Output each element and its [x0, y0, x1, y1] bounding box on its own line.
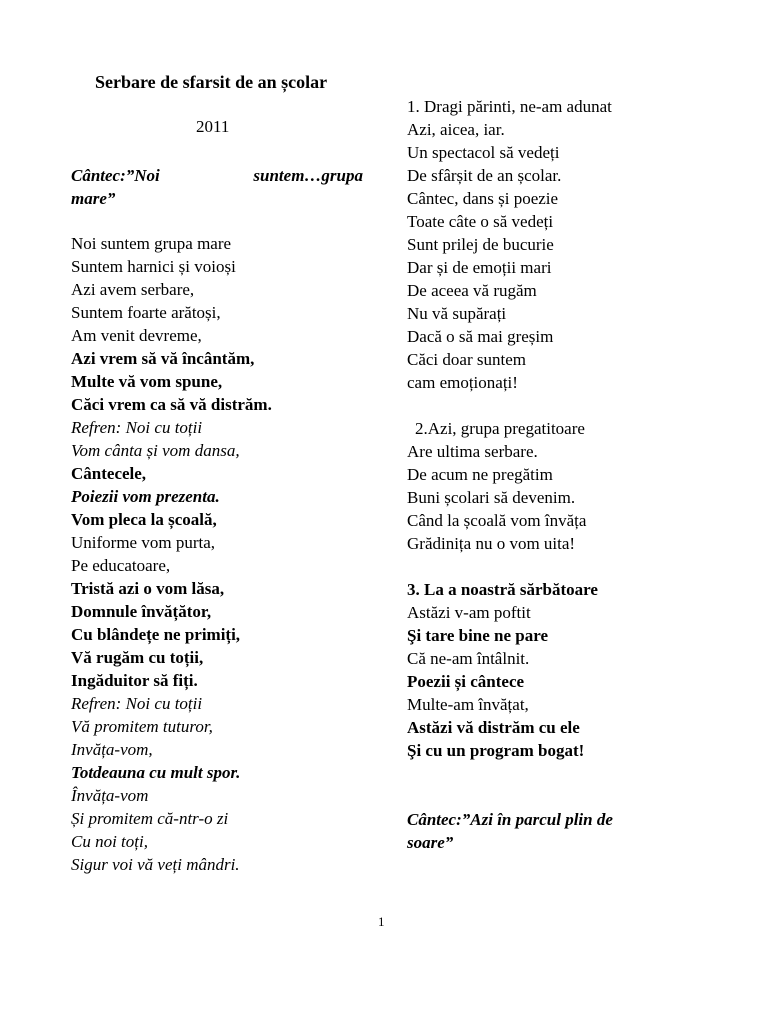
- verse-line: Buni școlari să devenim.: [407, 488, 576, 507]
- verse-line: Azi, aicea, iar.: [407, 120, 505, 139]
- verse-line: Vă promitem tuturor,: [71, 717, 213, 736]
- verse-line: Refren: Noi cu toții: [71, 694, 203, 713]
- verse-line: Și promitem că-ntr-o zi: [71, 809, 229, 828]
- verse-line: Multe-am învățat,: [407, 695, 529, 714]
- document-year: 2011: [196, 117, 230, 136]
- blank-line: [407, 762, 613, 785]
- verse-line: Astăzi v-am poftit: [407, 603, 531, 622]
- page-number: 1: [378, 914, 385, 929]
- verse-line: Azi vrem să vă încântăm,: [71, 349, 255, 368]
- verse-line: Că ne-am întâlnit.: [407, 649, 530, 668]
- verse-line: Grădinița nu o vom uita!: [407, 534, 576, 553]
- verse-line: Multe vă vom spune,: [71, 372, 223, 391]
- verse-line: Un spectacol să vedeți: [407, 143, 560, 162]
- blank-line: [407, 785, 613, 808]
- verse-line: Toate câte o să vedeți: [407, 212, 554, 231]
- verse-line: 1. Dragi părinti, ne-am adunat: [407, 97, 612, 116]
- verse-line: Invăța-vom,: [71, 740, 153, 759]
- verse-line: Dacă o să mai greșim: [407, 327, 554, 346]
- verse-line: Refren: Noi cu toții: [71, 418, 203, 437]
- verse-line: Nu vă supărați: [407, 304, 507, 323]
- verse-line: Noi suntem grupa mare: [71, 234, 232, 253]
- verse-line: Sunt prilej de bucurie: [407, 235, 554, 254]
- blank-line: [407, 555, 613, 578]
- verse-line: cam emoționați!: [407, 373, 518, 392]
- verse-line: Dar și de emoții mari: [407, 258, 552, 277]
- verse-line: Suntem harnici și voioși: [71, 257, 236, 276]
- verse-line: 2.Azi, grupa pregatitoare: [415, 419, 585, 438]
- verse-line: soare”: [407, 833, 454, 852]
- verse-line: Uniforme vom purta,: [71, 533, 215, 552]
- verse-line: Tristă azi o vom lăsa,: [71, 579, 225, 598]
- verse-line: 3. La a noastră sărbătoare: [407, 580, 598, 599]
- blank-line: [407, 394, 613, 417]
- verse-line: Poiezii vom prezenta.: [71, 487, 220, 506]
- verse-line: Căci vrem ca să vă distrăm.: [71, 395, 272, 414]
- verse-line: De aceea vă rugăm: [407, 281, 537, 300]
- verse-line: Şi cu un program bogat!: [407, 741, 585, 760]
- left-column-lyrics: [71, 232, 272, 876]
- verse-line: Suntem foarte arătoși,: [71, 303, 221, 322]
- verse-line: Are ultima serbare.: [407, 442, 538, 461]
- verse-line: Cu blândețe ne primiți,: [71, 625, 241, 644]
- verse-line: Cântec:”Azi în parcul plin de: [407, 810, 613, 829]
- song-title-part-3: mare”: [71, 189, 116, 208]
- verse-line: Totdeauna cu mult spor.: [71, 763, 241, 782]
- song-title-part-1: Cântec:”Noi: [71, 166, 160, 185]
- verse-line: De acum ne pregătim: [407, 465, 553, 484]
- document-title: Serbare de sfarsit de an școlar: [95, 72, 328, 92]
- right-column-lyrics: [407, 95, 613, 854]
- verse-line: Poezii și cântece: [407, 672, 525, 691]
- verse-line: De sfârșit de an școlar.: [407, 166, 562, 185]
- song-title-part-2: suntem…grupa: [253, 166, 363, 185]
- verse-line: Şi tare bine ne pare: [407, 626, 549, 645]
- verse-line: Domnule învățător,: [71, 602, 212, 621]
- verse-line: Am venit devreme,: [71, 326, 202, 345]
- verse-line: Astăzi vă distrăm cu ele: [407, 718, 580, 737]
- verse-line: Căci doar suntem: [407, 350, 526, 369]
- verse-line: Ingăduitor să fiți.: [71, 671, 198, 690]
- verse-line: Când la școală vom învăța: [407, 511, 587, 530]
- verse-line: Cântec, dans și poezie: [407, 189, 559, 208]
- verse-line: Vom pleca la școală,: [71, 510, 217, 529]
- verse-line: Vă rugăm cu toții,: [71, 648, 204, 667]
- verse-line: Sigur voi vă veți mândri.: [71, 855, 240, 874]
- verse-line: Azi avem serbare,: [71, 280, 195, 299]
- verse-line: Învăța-vom: [71, 786, 149, 805]
- song-title-noi-suntem: [71, 164, 363, 210]
- verse-line: Vom cânta și vom dansa,: [71, 441, 240, 460]
- verse-line: Cu noi toți,: [71, 832, 148, 851]
- verse-line: Cântecele,: [71, 464, 147, 483]
- verse-line: Pe educatoare,: [71, 556, 171, 575]
